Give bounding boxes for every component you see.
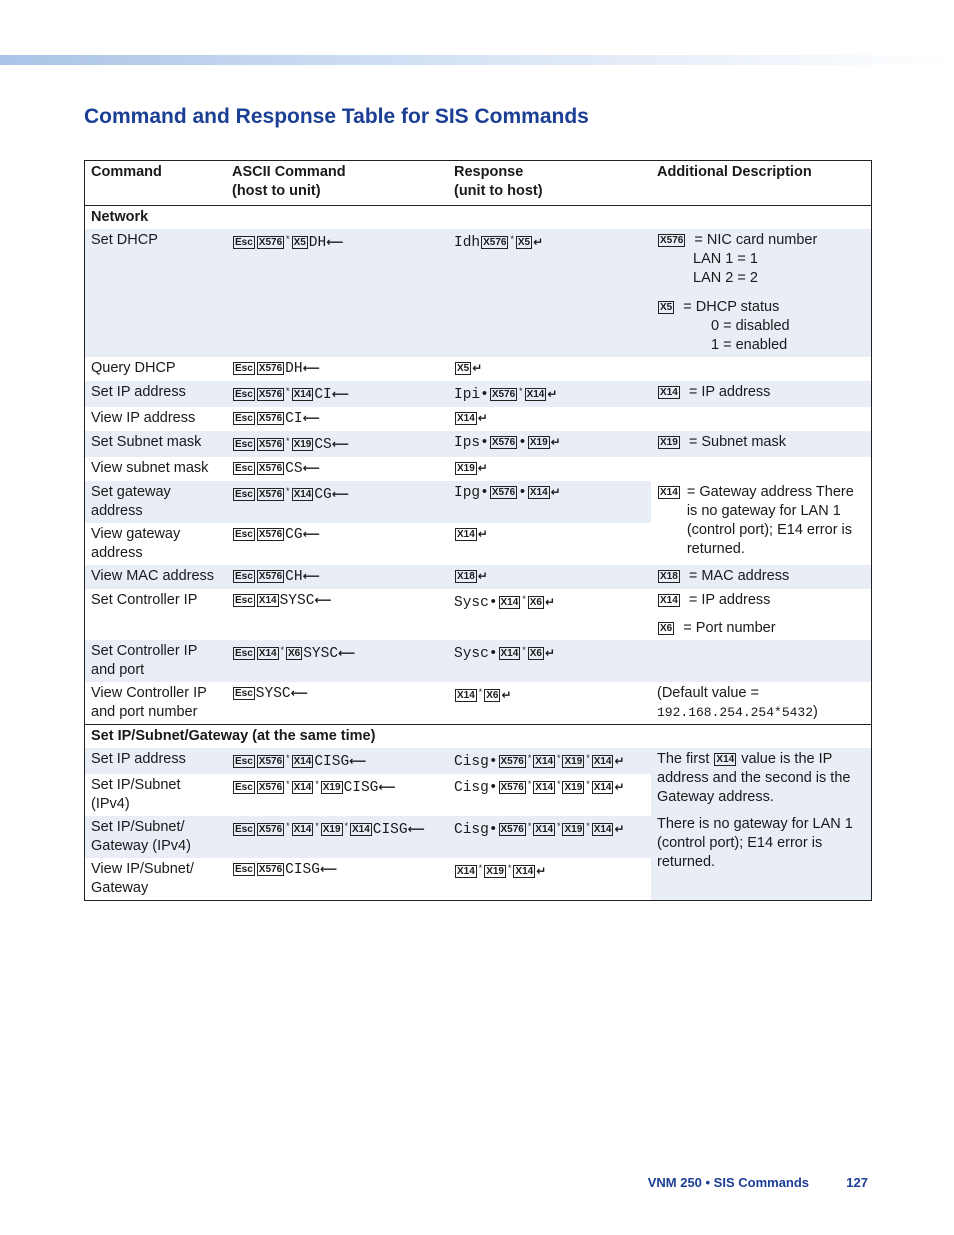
bullet: • xyxy=(480,485,489,501)
variable-box: X576 xyxy=(491,437,516,448)
variable-box: X576 xyxy=(258,782,283,793)
separator: * xyxy=(518,387,524,397)
separator: * xyxy=(285,387,291,397)
separator: * xyxy=(526,780,533,790)
variable-box: X576 xyxy=(500,824,524,835)
separator: * xyxy=(556,822,562,832)
variable-box: X14 xyxy=(351,824,370,835)
return-arrow-icon: ↵ xyxy=(547,387,558,401)
variable-box: X14 xyxy=(535,824,554,835)
variable-box: X18 xyxy=(660,571,678,582)
response xyxy=(448,431,651,457)
variable-box: X576 xyxy=(258,439,283,450)
command-label: View MAC address xyxy=(85,565,227,589)
command-label: Query DHCP xyxy=(91,360,176,376)
command-label: View subnet mask xyxy=(91,460,209,476)
section-row-set-ip-subnet-gateway xyxy=(85,725,872,749)
return-arrow-icon: ↵ xyxy=(477,411,488,425)
return-arrow-icon: ↵ xyxy=(472,361,483,375)
return-arrow-icon: ↵ xyxy=(477,527,488,541)
ascii-command xyxy=(226,682,448,725)
response xyxy=(448,565,651,589)
variable-box: X576 xyxy=(258,389,283,400)
bullet: • xyxy=(488,595,498,611)
variable-box: X6 xyxy=(288,648,301,659)
variable-box: X576 xyxy=(258,529,283,540)
command-label: Set IP/Subnet (IPv4) xyxy=(91,777,181,812)
command-code: SYSC xyxy=(255,686,291,702)
return-arrow-icon: ↵ xyxy=(536,864,547,878)
variable-box: X19 xyxy=(564,782,583,793)
variable-box: X14 xyxy=(660,595,678,606)
variable-box: X19 xyxy=(457,463,475,474)
variable-box: X14 xyxy=(500,648,519,659)
response-code: Sysc xyxy=(454,595,489,611)
separator: * xyxy=(556,780,562,790)
description: The first X14 value is the IP address and the second is the Gateway address. There is no gateway for LAN 1 (control port); E14 error is returned. xyxy=(651,748,872,901)
command-code: CG xyxy=(285,527,303,543)
separator: * xyxy=(314,780,320,790)
separator: * xyxy=(285,822,291,832)
table-row-cisg-set-ip xyxy=(85,748,872,774)
response xyxy=(448,774,651,816)
separator: * xyxy=(279,646,285,656)
description: X18 = MAC address xyxy=(651,565,872,589)
enter-arrow-icon: ⟵ xyxy=(331,437,349,451)
variable-box: X5 xyxy=(457,363,470,374)
variable-box: X576 xyxy=(258,413,283,424)
return-arrow-icon: ↵ xyxy=(501,688,512,702)
enter-arrow-icon: ⟵ xyxy=(331,387,349,401)
command-label: View IP/Subnet/ Gateway xyxy=(91,861,194,896)
page-title: Command and Response Table for SIS Commands xyxy=(84,105,589,128)
enter-arrow-icon: ⟵ xyxy=(302,411,320,425)
separator: * xyxy=(285,235,291,245)
response xyxy=(448,381,651,407)
ascii-command xyxy=(226,229,448,357)
enter-arrow-icon: ⟵ xyxy=(290,686,308,700)
separator: * xyxy=(507,864,513,874)
bullet: • xyxy=(480,435,489,451)
esc-key: Esc xyxy=(235,489,253,500)
response-code: Cisg xyxy=(454,822,489,838)
variable-box: X14 xyxy=(457,529,475,540)
table-row-view-ip xyxy=(85,407,872,431)
variable-box: X14 xyxy=(593,782,612,793)
variable-box: X576 xyxy=(258,463,283,474)
variable-box: X18 xyxy=(457,571,475,582)
variable-box: X576 xyxy=(258,864,283,875)
variable-box: X576 xyxy=(500,756,524,767)
table-row-set-dhcp xyxy=(85,229,872,357)
response xyxy=(448,229,651,357)
separator: * xyxy=(285,780,291,790)
return-arrow-icon: ↵ xyxy=(614,822,625,836)
enter-arrow-icon: ⟵ xyxy=(319,862,338,876)
table-row-set-controller-ip xyxy=(85,589,872,640)
command-label: Set Controller IP xyxy=(91,592,198,608)
response xyxy=(448,357,651,381)
variable-box: X14 xyxy=(293,782,312,793)
esc-key: Esc xyxy=(235,463,253,474)
description xyxy=(651,357,872,381)
response-code: Ipi xyxy=(454,387,481,403)
return-arrow-icon: ↵ xyxy=(477,461,488,475)
response xyxy=(448,640,651,682)
command-label: View gateway address xyxy=(91,526,181,561)
ascii-command xyxy=(226,565,448,589)
variable-box: X14 xyxy=(293,489,312,500)
description: (Default value = 192.168.254.254*5432) xyxy=(657,685,818,720)
return-arrow-icon: ↵ xyxy=(614,754,625,768)
enter-arrow-icon: ⟵ xyxy=(407,822,425,836)
enter-arrow-icon: ⟵ xyxy=(302,461,320,475)
enter-arrow-icon: ⟵ xyxy=(314,593,332,607)
command-label: Set IP address xyxy=(85,748,227,774)
command-code: CG xyxy=(314,487,332,503)
separator: * xyxy=(585,780,591,790)
description xyxy=(651,407,872,431)
table-row-set-controller-ip-port xyxy=(85,640,872,682)
separator: * xyxy=(477,864,484,874)
variable-box: X19 xyxy=(564,824,583,835)
ascii-command xyxy=(226,748,448,774)
variable-box: X19 xyxy=(529,437,548,448)
description: X14 = IP address X6 = Port number xyxy=(660,592,776,636)
variable-box: X19 xyxy=(564,756,583,767)
variable-box: X14 xyxy=(660,487,678,498)
description: X14 = IP address xyxy=(651,381,872,407)
page-number: 127 xyxy=(846,1175,868,1190)
variable-box: X19 xyxy=(486,866,504,877)
variable-box: X576 xyxy=(258,756,283,767)
esc-key: Esc xyxy=(235,595,253,606)
page-footer xyxy=(648,1175,868,1190)
top-gradient-bar xyxy=(0,55,954,65)
response xyxy=(448,682,651,725)
description xyxy=(651,640,872,682)
ascii-command xyxy=(226,589,448,640)
enter-arrow-icon: ⟵ xyxy=(378,780,396,794)
variable-box: X576 xyxy=(258,571,283,582)
variable-box: X576 xyxy=(258,237,283,248)
command-code: CISG xyxy=(343,780,379,796)
separator: * xyxy=(526,754,533,764)
variable-box: X576 xyxy=(500,782,524,793)
response-code: Cisg xyxy=(454,754,489,770)
footer-product: VNM 250 • SIS Commands xyxy=(647,1175,810,1190)
separator: * xyxy=(285,754,291,764)
command-code: CI xyxy=(314,387,332,403)
sis-command-table xyxy=(84,160,872,901)
variable-box: X14 xyxy=(457,866,475,877)
command-label: Set gateway address xyxy=(85,481,227,523)
command-code: DH xyxy=(308,235,327,251)
ascii-command xyxy=(226,381,448,407)
response-code: Ipg xyxy=(454,485,481,501)
enter-arrow-icon: ⟵ xyxy=(302,361,320,375)
section-row-network xyxy=(85,206,872,230)
variable-box: X14 xyxy=(293,756,312,767)
esc-key: Esc xyxy=(235,864,253,875)
variable-box: X19 xyxy=(293,439,312,450)
variable-box: X19 xyxy=(322,782,341,793)
header-command: Command xyxy=(85,161,227,206)
separator: * xyxy=(521,595,527,605)
response-code: Sysc xyxy=(454,646,489,662)
separator: * xyxy=(526,822,533,832)
variable-box: X14 xyxy=(500,597,519,608)
variable-box: X14 xyxy=(660,387,678,398)
section-network: Network xyxy=(85,206,872,230)
variable-box: X19 xyxy=(322,824,341,835)
response-code: Idh xyxy=(454,235,481,251)
header-description: Additional Description xyxy=(651,161,872,206)
variable-box: X14 xyxy=(457,690,475,701)
esc-key: Esc xyxy=(235,413,253,424)
variable-box: X5 xyxy=(293,237,306,248)
table-row-view-controller xyxy=(85,682,872,725)
separator: * xyxy=(556,754,562,764)
response xyxy=(448,748,651,774)
command-code: CS xyxy=(285,461,303,477)
variable-box: X5 xyxy=(660,302,673,313)
description: X14 = Gateway address There is no gateway for LAN 1 (control port); E14 error is returned. xyxy=(651,481,872,565)
variable-box: X14 xyxy=(535,756,554,767)
response xyxy=(448,457,651,481)
separator: * xyxy=(285,437,291,447)
command-code: SYSC xyxy=(303,646,339,662)
esc-key: Esc xyxy=(235,571,253,582)
separator: * xyxy=(585,822,591,832)
command-code: CS xyxy=(314,437,332,453)
esc-key: Esc xyxy=(235,237,253,248)
command-code: CI xyxy=(285,411,303,427)
separator: * xyxy=(343,822,349,832)
ascii-command xyxy=(226,640,448,682)
ascii-command xyxy=(226,816,448,858)
variable-box: X19 xyxy=(660,437,678,448)
variable-box: X14 xyxy=(593,756,612,767)
variable-box: X6 xyxy=(660,623,673,634)
variable-box: X14 xyxy=(529,487,548,498)
bullet: • xyxy=(488,822,498,838)
enter-arrow-icon: ⟵ xyxy=(302,569,320,583)
bullet: • xyxy=(488,754,498,770)
bullet: • xyxy=(488,646,498,662)
enter-arrow-icon: ⟵ xyxy=(326,235,344,249)
command-label: Set DHCP xyxy=(85,229,227,357)
esc-key: Esc xyxy=(235,824,253,835)
enter-arrow-icon: ⟵ xyxy=(338,646,356,660)
response xyxy=(448,523,651,565)
command-code: CISG xyxy=(372,822,408,838)
description xyxy=(651,457,872,481)
variable-box: X14 xyxy=(716,754,735,765)
table-row-set-ip xyxy=(85,381,872,407)
enter-arrow-icon: ⟵ xyxy=(349,754,367,768)
command-label: Set Subnet mask xyxy=(85,431,227,457)
ascii-command xyxy=(226,774,448,816)
bullet: • xyxy=(488,780,498,796)
separator: * xyxy=(285,487,291,497)
variable-box: X14 xyxy=(457,413,475,424)
return-arrow-icon: ↵ xyxy=(550,435,561,449)
variable-box: X576 xyxy=(258,363,283,374)
variable-box: X14 xyxy=(526,389,545,400)
command-code: SYSC xyxy=(279,593,315,609)
response xyxy=(448,407,651,431)
variable-box: X576 xyxy=(258,824,283,835)
esc-key: Esc xyxy=(235,439,253,450)
table-row-query-dhcp xyxy=(85,357,872,381)
bullet: • xyxy=(518,435,527,451)
variable-box: X6 xyxy=(529,648,542,659)
variable-box: X576 xyxy=(483,237,507,248)
ascii-command xyxy=(226,407,448,431)
response xyxy=(448,816,651,858)
variable-box: X576 xyxy=(491,487,516,498)
variable-box: X14 xyxy=(535,782,554,793)
ascii-command xyxy=(226,858,448,901)
enter-arrow-icon: ⟵ xyxy=(331,487,349,501)
variable-box: X14 xyxy=(593,824,612,835)
esc-key: Esc xyxy=(235,363,253,374)
separator: * xyxy=(314,822,320,832)
return-arrow-icon: ↵ xyxy=(544,646,556,660)
return-arrow-icon: ↵ xyxy=(550,485,561,499)
separator: * xyxy=(585,754,591,764)
command-code: CISG xyxy=(285,862,320,878)
response-code: Cisg xyxy=(454,780,489,796)
table-row-view-mac xyxy=(85,565,872,589)
ascii-command xyxy=(226,523,448,565)
table-row-set-subnet xyxy=(85,431,872,457)
variable-box: X6 xyxy=(486,690,499,701)
response-code: Ips xyxy=(454,435,481,451)
variable-box: X14 xyxy=(258,595,277,606)
esc-key: Esc xyxy=(235,529,253,540)
command-label: Set Controller IP and port xyxy=(85,640,227,682)
esc-key: Esc xyxy=(235,648,253,659)
ascii-command xyxy=(226,357,448,381)
variable-box: X14 xyxy=(258,648,277,659)
command-label: View IP address xyxy=(91,410,196,426)
return-arrow-icon: ↵ xyxy=(533,235,544,249)
command-code: CH xyxy=(285,569,303,585)
ascii-command xyxy=(226,431,448,457)
command-label: Set IP address xyxy=(85,381,227,407)
command-code: CISG xyxy=(314,754,350,770)
command-code: DH xyxy=(285,361,303,377)
separator: * xyxy=(477,688,484,698)
response xyxy=(448,589,651,640)
variable-box: X14 xyxy=(293,389,312,400)
header-response: Response (unit to host) xyxy=(448,161,651,206)
response xyxy=(448,481,651,523)
separator: * xyxy=(521,646,527,656)
variable-box: X576 xyxy=(491,389,516,400)
header-ascii: ASCII Command (host to unit) xyxy=(226,161,448,206)
variable-box: X6 xyxy=(529,597,542,608)
variable-box: X576 xyxy=(258,489,283,500)
table-row-view-subnet xyxy=(85,457,872,481)
description: X576 = NIC card number LAN 1 = 1 LAN 2 = 2 X5 = DHCP status 0 = disabled 1 = enabled xyxy=(651,229,872,357)
return-arrow-icon: ↵ xyxy=(477,569,488,583)
separator: * xyxy=(509,235,515,245)
esc-key: Esc xyxy=(235,756,253,767)
esc-key: Esc xyxy=(235,782,253,793)
ascii-command xyxy=(226,457,448,481)
enter-arrow-icon: ⟵ xyxy=(302,527,320,541)
table-row-set-gateway xyxy=(85,481,872,523)
return-arrow-icon: ↵ xyxy=(544,595,556,609)
ascii-command xyxy=(226,481,448,523)
bullet: • xyxy=(518,485,527,501)
response xyxy=(448,858,651,901)
esc-key: Esc xyxy=(235,389,253,400)
esc-key: Esc xyxy=(235,688,253,699)
bullet: • xyxy=(480,387,489,403)
return-arrow-icon: ↵ xyxy=(614,780,625,794)
description: X19 = Subnet mask xyxy=(651,431,872,457)
variable-box: X576 xyxy=(660,235,684,246)
command-label: View Controller IP and port number xyxy=(91,685,207,720)
table-header-row xyxy=(85,161,872,206)
command-label: Set IP/Subnet/ Gateway (IPv4) xyxy=(85,816,227,858)
variable-box: X5 xyxy=(517,237,531,248)
variable-box: X14 xyxy=(293,824,312,835)
variable-box: X14 xyxy=(515,866,534,877)
section-set-ip-subnet-gateway: Set IP/Subnet/Gateway (at the same time) xyxy=(85,725,872,749)
